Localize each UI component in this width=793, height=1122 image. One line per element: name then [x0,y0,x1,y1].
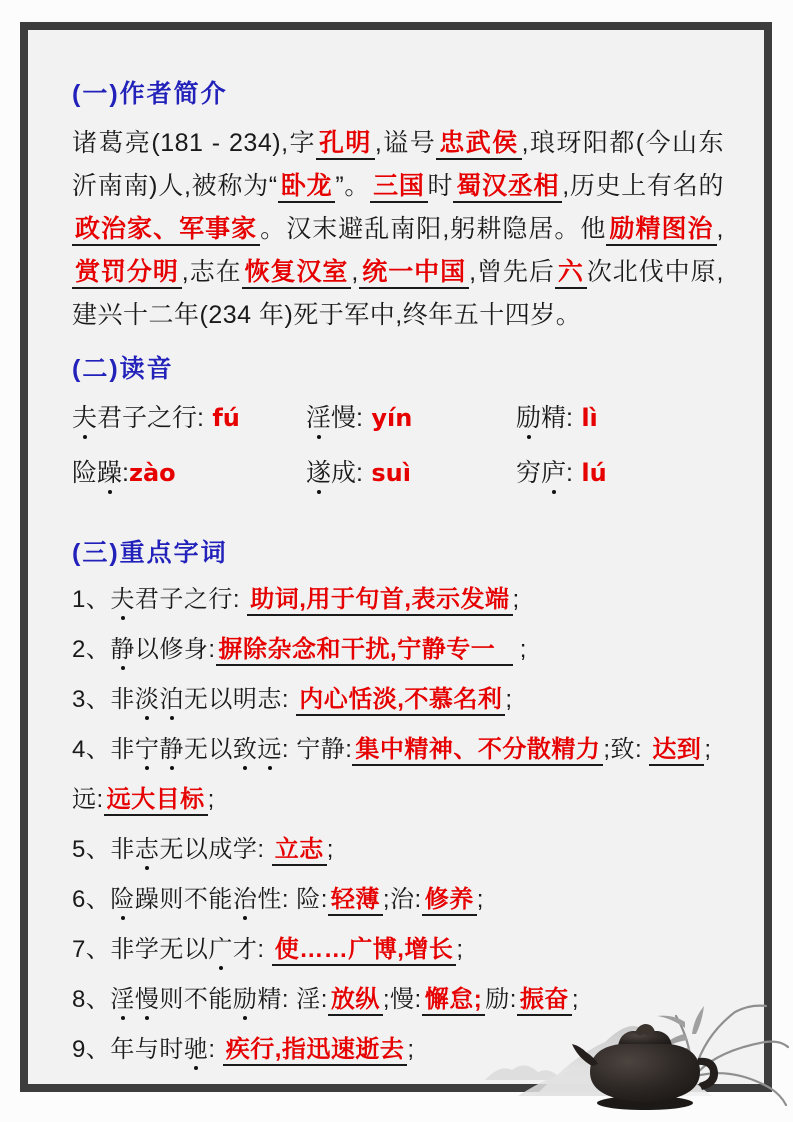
emphasized-char: 宁 [134,736,160,763]
emphasized-char: 远 [257,736,282,763]
emphasized-char: 险 [110,886,135,913]
highlight-term: 达到 [649,736,704,766]
emphasized-char: 夫 [110,586,135,613]
highlight-term: 疾行,指迅速逝去 [223,1036,408,1066]
text-run: 精: 淫: [257,986,328,1013]
text-run: 君子之行: [134,586,248,613]
keyword-item [72,725,724,825]
section-author [72,78,724,337]
text-run: 无以成学: [159,836,272,863]
emphasized-char: 静 [110,636,135,663]
keywords-section-heading: (三)重点字词 [72,539,228,567]
text-run: 无以 [183,736,233,763]
highlight-term: 振奋 [517,986,572,1016]
text-run: 慢: [331,404,363,432]
text-run: 1、 [72,586,111,613]
emphasized-char: 广 [208,936,233,963]
text-run: 成: [331,459,363,487]
highlight-term: 远大目标 [104,786,208,816]
text-run: ; [571,986,580,1013]
highlight-term: 轻薄 [328,886,383,916]
emphasized-char: 励 [232,986,258,1013]
text-run: , [351,258,359,286]
text-run: ;慢: [382,986,422,1013]
text-run: : [122,459,129,487]
text-run: ; [407,1036,415,1063]
pinyin-value: lì [572,404,598,432]
keyword-item [72,825,724,875]
text-run: 3、非 [72,686,135,713]
highlight-term: 修养 [422,886,477,916]
text-run: ;致: [603,736,650,763]
entry-word [516,459,573,487]
text-run: 时 [427,172,454,200]
text-run: : [566,459,573,487]
entry-word [72,459,129,487]
pronunciation-entry [72,452,306,495]
author-paragraph [72,122,724,337]
author-section-heading: (一)作者简介 [72,80,228,108]
pronunciation-row [72,452,724,495]
keyword-item [72,975,724,1025]
pronunciation-row [72,397,724,440]
text-run: 精: [541,404,573,432]
emphasized-char: 夫 [72,404,98,432]
highlight-term: 集中精神、不分散精力 [352,736,603,766]
text-run: 5、非 [72,836,135,863]
emphasized-char: 淡 [134,686,160,713]
text-run: ; [476,886,484,913]
emphasized-char: 庐 [541,459,567,487]
pinyin-value: zào [128,459,176,487]
highlight-term: 六 [555,258,587,289]
text-run: ”。 [335,172,371,200]
keyword-item [72,1025,724,1075]
pronunciation-grid [72,397,724,495]
document-page [72,78,724,1075]
pronunciation-entry [306,452,516,495]
text-run: ; [505,686,513,713]
text-run: ,谥号 [374,129,437,157]
text-run: 次北伐中原,建兴十二年(234 年)死于军中,终年五十四岁。 [72,258,724,329]
emphasized-char: 静 [159,736,184,763]
highlight-term: 助词,用于句首,表示发端 [247,586,512,616]
text-run: ;远: [72,736,712,813]
pinyin-value: yín [362,404,413,432]
pinyin-value: fú [203,404,240,432]
highlight-term: 内心恬淡,不慕名利 [296,686,505,716]
text-run: ; [512,636,527,663]
text-run: ; [512,586,520,613]
pronunciation-entry [516,452,724,495]
text-run: 9、年与时 [72,1036,184,1063]
emphasized-char: 躁 [97,459,123,487]
emphasized-char: 驰 [183,1036,209,1063]
text-run: 险 [72,459,98,487]
highlight-term: 懈怠; [422,986,486,1016]
highlight-term: 放纵 [328,986,383,1016]
highlight-term: 赏罚分明 [72,258,182,289]
highlight-term: 摒除杂念和干扰,宁静专一 [216,636,513,666]
text-run: ,志在 [181,258,242,286]
entry-word [306,404,363,432]
emphasized-char: 淫 [306,404,332,432]
keyword-item [72,875,724,925]
text-run: ,历史上有名的 [562,172,724,200]
keyword-item [72,925,724,975]
text-run: ; [456,936,464,963]
highlight-term: 恢复汉室 [242,258,352,289]
keyword-list [72,575,724,1075]
text-run: 。汉末避乱南阳,躬耕隐居。他 [260,215,607,243]
highlight-term: 使……广博,增长 [272,936,457,966]
text-run: : 宁静: [281,736,353,763]
text-run: 君子之行: [97,404,204,432]
highlight-term: 励精图治 [606,215,716,246]
text-run: ,琅玡阳都(今山东沂南南)人,被称为“ [72,129,724,200]
highlight-term: 政治家、军事家 [72,215,260,246]
highlight-term: 孔明 [316,129,375,160]
section-keywords [72,537,724,1075]
text-run: ; [326,836,334,863]
highlight-term: 卧龙 [278,172,336,203]
keyword-item [72,675,724,725]
pronunciation-entry [306,397,516,440]
text-run: , [716,215,724,243]
text-run: 躁则不能 [134,886,233,913]
text-run: 才: [232,936,272,963]
text-run: 穷 [516,459,542,487]
emphasized-char: 慢 [134,986,160,1013]
emphasized-char: 泊 [159,686,184,713]
text-run: : [208,1036,223,1063]
text-run: 以修身: [134,636,216,663]
text-run: 性: 险: [257,886,328,913]
emphasized-char: 遂 [306,459,332,487]
entry-word [306,459,363,487]
pronunciation-section-heading: (二)读音 [72,355,174,383]
entry-word [72,404,204,432]
highlight-term: 蜀汉丞相 [453,172,562,203]
pinyin-value: suì [362,459,411,487]
entry-word [516,404,573,432]
highlight-term: 忠武侯 [436,129,521,160]
emphasized-char: 治 [232,886,258,913]
text-run: 7、非学无以 [72,936,209,963]
text-run: 则不能 [159,986,233,1013]
text-run: ; [207,786,215,813]
keyword-item [72,575,724,625]
highlight-term: 统一中国 [359,258,469,289]
text-run: ;治: [382,886,422,913]
text-run: 2、 [72,636,111,663]
text-run: ,曾先后 [469,258,555,286]
section-pronunciation [72,353,724,495]
keyword-item [72,625,724,675]
text-run: 励: [485,986,517,1013]
emphasized-char: 志 [134,836,160,863]
pronunciation-entry [72,397,306,440]
emphasized-char: 致 [232,736,258,763]
emphasized-char: 淫 [110,986,135,1013]
highlight-term: 三国 [370,172,427,203]
pinyin-value: lú [572,459,607,487]
text-run: 无以明志: [183,686,297,713]
text-run: 6、 [72,886,111,913]
text-run: 诸葛亮(181 - 234),字 [72,129,316,157]
text-run: 8、 [72,986,111,1013]
pronunciation-entry [516,397,724,440]
text-run: 4、非 [72,736,135,763]
highlight-term: 立志 [272,836,327,866]
emphasized-char: 励 [516,404,542,432]
